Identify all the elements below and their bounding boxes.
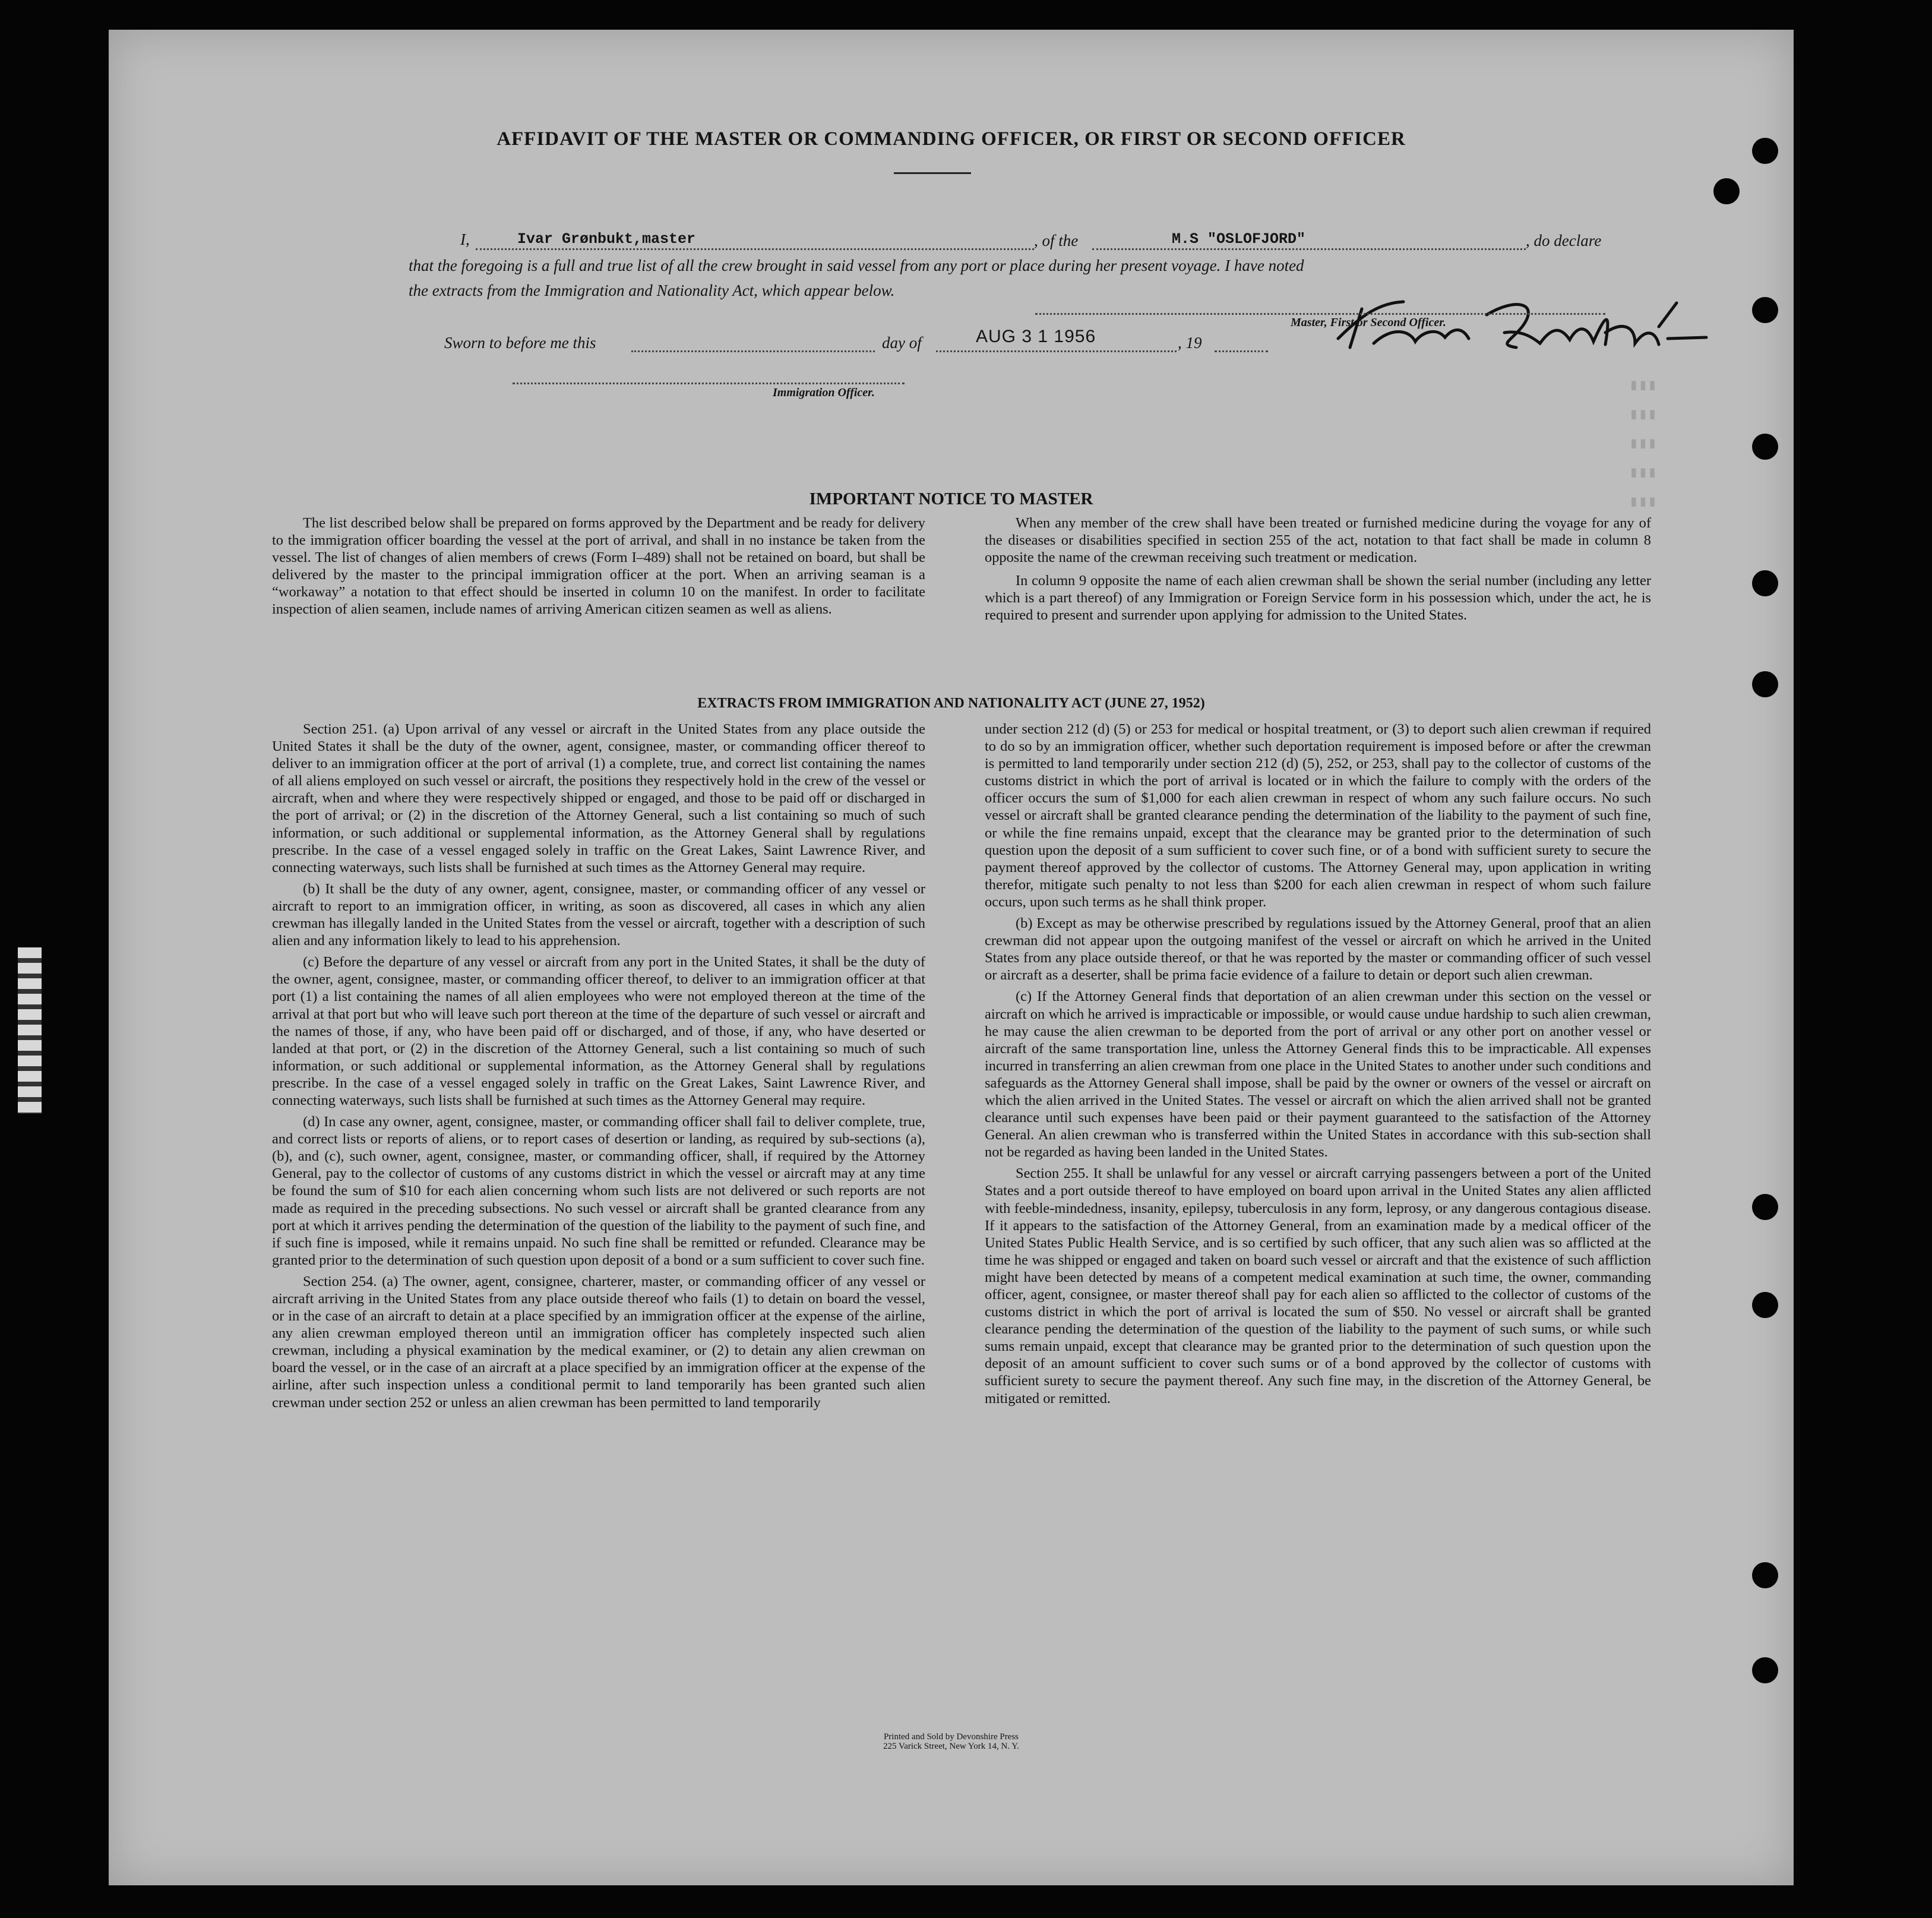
extract-section-254c: (c) If the Attorney General finds that deportation of an alien crewman under this section on the vessel or aircraft on which he arrived is impracticable or impossible, or would cause undue hardship to such alien crewman, he may cause the alien crewman to be deported from the port of arrival or any other port on another vessel or aircraft of the same transportation line, unless the Attorney General finds this to be impracticable. All expenses incurred in transferring an alien crewman from one place in the United States to another under such conditions and safeguards as the Attorney General shall impose, shall be paid by the owner or owners of the vessel or aircraft on which the alien arrived in the United States. The vessel or aircraft on which the alien arrived shall not be granted clearance until such expenses have been paid or their payment guaranteed to the satisfaction of the Attorney General. An alien crewman who is transferred within the United States in accordance with this sub-section shall not be regarded as having been landed in the United States. xyxy=(985,988,1651,1161)
extract-section-251b: (b) It shall be the duty of any owner, agent, consignee, master, or commanding officer of any vessel or aircraft to report to an immigration officer, in writing, as soon as discovered, all cases in which any alien crewman has illegally landed in the United States from the vessel or aircraft, together with a description of such alien and any information likely to lead to his apprehension. xyxy=(272,880,925,949)
i-label: I, xyxy=(460,230,470,248)
notice-left-paragraph: The list described below shall be prepared on forms approved by the Department and be ready for delivery to the immigration officer boarding the vessel at the port of arrival, and shall in no instance be taken from the vessel. The list of changes of alien members of crews (Form I–489) shall not be retained on board, but shall be delivered by the master to the principal immigration officer at the port. When an arriving seaman is a “workaway” a notation to that effect should be inserted in column 10 on the manifest. In order to facilitate inspection of alien seamen, include names of arriving American citizen seamen as well as aliens. xyxy=(272,515,925,618)
extract-section-251d: (d) In case any owner, agent, consignee, master, or commanding officer shall fail to deliver complete, true, and correct lists or reports of aliens, or to report cases of desertion or landing, as required by sub-sections (a), (b), and (c), such owner, agent, consignee, master, or commanding officer, shall, if required by the Attorney General, pay to the collector of customs of any customs district in which the vessel or aircraft may at any time be found the sum of $10 for each alien concerning whom such lists are not delivered or such reports are not made as required in the preceding subsections. No such vessel or aircraft shall be granted clearance from any port at which it arrives pending the determination of the question of the liability to the payment of such fine, and if such fine is imposed, while it remains unpaid. No such fine shall be remitted or refunded. Clearance may be granted prior to the determination of such question upon deposit of a bond or a sum sufficient to cover such fine. xyxy=(272,1114,925,1268)
extracts-right-column xyxy=(985,721,1651,1407)
notice-right-column xyxy=(985,514,1651,624)
extract-section-254b: (b) Except as may be otherwise prescribed by regulations issued by the Attorney General, proof that an alien crewman did not appear upon the outgoing manifest of the vessel or aircraft on which he arrived in the United States from any place outside thereof, or that he was reported by the master or commanding officer of such vessel or aircraft as a deserter, shall be prima facie evidence of a failure to detain or deport such alien crewman. xyxy=(985,915,1651,984)
punch-hole xyxy=(1752,1292,1778,1318)
punch-hole xyxy=(1752,1194,1778,1220)
extracts-title: EXTRACTS FROM IMMIGRATION AND NATIONALITY ACT (JUNE 27, 1952) xyxy=(697,696,1205,711)
punch-hole xyxy=(1752,570,1778,596)
notice-left-column xyxy=(272,514,925,618)
date-line xyxy=(936,350,1177,352)
notice-right-paragraph-2: In column 9 opposite the name of each alien crewman shall be shown the serial number (including any letter which is a part thereof) of any Immigration or Foreign Service form in his possession which, under the act, he is required to present and surrender upon applying for admission to the United States. xyxy=(985,573,1651,624)
affidavit-title: AFFIDAVIT OF THE MASTER OR COMMANDING OFFICER, OR FIRST OR SECOND OFFICER xyxy=(497,128,1406,150)
notice-title: IMPORTANT NOTICE TO MASTER xyxy=(809,489,1093,508)
vessel-name: M.S "OSLOFJORD" xyxy=(1172,230,1306,248)
film-edge-mark xyxy=(18,947,42,1114)
of-the-label: , of the xyxy=(1034,232,1079,249)
extract-section-251c: (c) Before the departure of any vessel or aircraft from any port in the United States, it shall be the duty of the owner, agent, consignee, master, or commanding officer thereof, to deliver to an immigration officer at that port (1) a list containing the names of all alien employees who were not employed thereon at the time of the arrival at that port but who will leave such port thereon at the time of the departure of such vessel or aircraft and the names of those, if any, who have been paid off or discharged, and of those, if any, who have deserted or landed at that port, or (2) in the discretion of the Attorney General, such a list containing so much of such information, or such additional or supplemental information, as the Attorney General shall by regulations prescribe. In the case of a vessel engaged solely in traffic on the Great Lakes, Saint Lawrence River, and connecting waterways, such lists shall be furnished at such times as the Attorney General may require. xyxy=(272,954,925,1108)
year-prefix: , 19 xyxy=(1178,334,1202,352)
year-line xyxy=(1215,350,1268,352)
punch-hole xyxy=(1752,297,1778,323)
document-page xyxy=(109,30,1794,1885)
punch-hole xyxy=(1752,1657,1778,1683)
punch-hole xyxy=(1752,671,1778,697)
statement-line-1: that the foregoing is a full and true list of all the crew brought in said vessel from any port or place during her present voyage. I have noted xyxy=(409,257,1304,274)
bleed-through-column: ▮▮▮ ▮▮▮ ▮▮▮ ▮▮▮ ▮▮▮ xyxy=(1629,377,1657,511)
officer-line xyxy=(513,383,905,384)
printer-line-2: 225 Varick Street, New York 14, N. Y. xyxy=(883,1742,1019,1751)
title-rule xyxy=(894,172,971,174)
printer-footer xyxy=(109,1732,1794,1751)
signature-line xyxy=(1035,313,1605,315)
extract-section-254a-cont: under section 212 (d) (5) or 253 for medical or hospital treatment, or (3) to deport such alien crewman if required to do so by an immigration officer, whether such deportation requirement is imposed before or after the crewman is permitted to land temporarily under section 212 (d) (5), 252, or 253, shall pay to the collector of customs of the customs district in which the port of arrival is located or in which the failure to comply with the orders of the officer occurs the sum of $1,000 for each alien crewman in respect of whom any such failure occurs. No such vessel or aircraft shall be granted clearance pending the determination of the liability to the payment of such fine, or while the fine remains unpaid, except that the clearance may be granted prior to the determination of such question upon the deposit of a sum sufficient to cover such fine, or of a bond with sufficient surety to secure the payment thereof approved by the collector of customs. The Attorney General may, upon application in writing therefor, mitigate such penalty to not less than $200 for each alien crewman in respect of whom such failure occurs, upon such terms as he shall think proper. xyxy=(985,721,1651,910)
statement-line-2: the extracts from the Immigration and Nationality Act, which appear below. xyxy=(409,282,895,299)
officer-caption: Immigration Officer. xyxy=(773,386,875,399)
date-stamp: AUG 3 1 1956 xyxy=(976,327,1096,346)
do-declare-label: , do declare xyxy=(1526,232,1602,249)
extract-section-254a: Section 254. (a) The owner, agent, consignee, charterer, master, or commanding officer of any vessel or aircraft arriving in the United States from any place outside thereof who fails (1) to detain on board the vessel, or in the case of an aircraft to detain at a place specified by an immigration officer at the expense of the airline, any alien crewman employed thereon until an immigration officer has completely inspected such alien crewman, including a physical examination by the medical examiner, or (2) to detain any alien crewman on board the vessel, or in the case of an aircraft at a place specified by an immigration officer at the expense of the airline, after such inspection unless a conditional permit to land temporarily has been granted such alien crewman under section 252 or unless an alien crewman has been permitted to land temporarily xyxy=(272,1273,925,1411)
extract-section-255: Section 255. It shall be unlawful for any vessel or aircraft carrying passengers between a port of the United States and a port outside thereof to have employed on board upon arrival in the United States any alien afflicted with feeble-mindedness, insanity, epilepsy, tuberculosis in any form, leprosy, or any dangerous contagious disease. If it appears to the satisfaction of the Attorney General, from an examination made by a medical officer of the United States Public Health Service, and is so certified by such officer, that any such alien was so afflicted at the time he was shipped or engaged and taken on board such vessel or aircraft and that the existence of such affliction might have been detected by means of a competent medical examination at such time, the owner, commanding officer, agent, consignee, or master thereof shall pay for each alien so afflicted to the collector of customs of the customs district in which the port of arrival is located the sum of $50. No vessel or aircraft shall be granted clearance pending the determination of the question of the liability to the payment of such sums, or while such sums remain unpaid, except that clearance may be granted prior to the determination of such question upon the deposit of an amount sufficient to cover such sums or of a bond approved by the collector of customs with sufficient surety to secure the payment thereof. Any such fine may, in the discretion of the Attorney General, be mitigated or remitted. xyxy=(985,1165,1651,1407)
punch-hole xyxy=(1752,138,1778,164)
day-of-label: day of xyxy=(882,334,922,352)
master-name: Ivar Grønbukt,master xyxy=(517,230,696,248)
extracts-left-column xyxy=(272,721,925,1411)
sworn-day-line xyxy=(631,350,875,352)
punch-hole xyxy=(1752,1562,1778,1588)
vessel-line xyxy=(1092,248,1526,250)
punch-hole xyxy=(1752,434,1778,460)
printer-line-1: Printed and Sold by Devonshire Press xyxy=(883,1732,1019,1742)
signer-caption: Master, First or Second Officer. xyxy=(1291,316,1446,329)
extract-section-251a: Section 251. (a) Upon arrival of any vessel or aircraft in the United States from any place outside the United States it shall be the duty of the owner, agent, consignee, master, or commanding officer thereof to deliver to an immigration officer at the port of arrival (1) a complete, true, and correct list containing the names of all aliens employed on such vessel or aircraft, the positions they respectively hold in the crew of the vessel or aircraft, when and where they were respectively shipped or engaged, and those to be paid off or discharged in the port of arrival; or (2) in the discretion of the Attorney General, such a list containing so much of such information, or such additional or supplemental information, as the Attorney General shall by regulations prescribe. In the case of a vessel engaged solely in traffic on the Great Lakes, Saint Lawrence River, and connecting waterways, such lists shall be furnished at such times as the Attorney General may require. xyxy=(272,721,925,876)
punch-hole xyxy=(1713,178,1740,204)
notice-right-paragraph-1: When any member of the crew shall have been treated or furnished medicine during the voyage for any of the diseases or disabilities specified in section 255 of the act, notation to that fact shall be made in column 8 opposite the name of the crewman receiving such treatment or medication. xyxy=(985,515,1651,566)
sworn-label: Sworn to before me this xyxy=(444,334,596,352)
master-name-line xyxy=(476,248,1034,250)
